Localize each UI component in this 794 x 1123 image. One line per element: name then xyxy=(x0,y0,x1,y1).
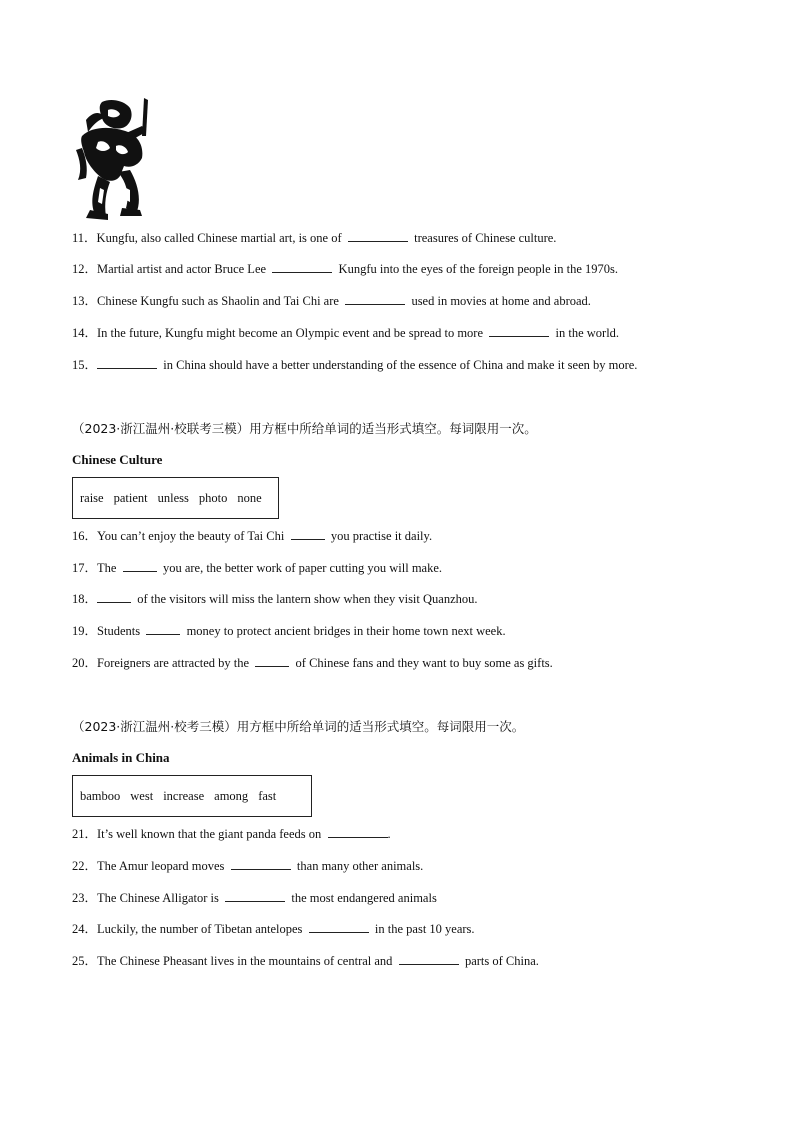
question-number: 21． xyxy=(72,827,98,841)
word-bank-item: fast xyxy=(258,788,277,803)
question-number: 18． xyxy=(72,592,98,606)
question-text-before: It’s well known that the giant panda feeds on xyxy=(97,827,322,841)
question-text-after: in China should have a better understanding of the essence of China and make it seen by more. xyxy=(163,358,638,372)
question-text-before: Students xyxy=(97,624,141,638)
answer-blank[interactable] xyxy=(146,623,180,635)
question-number: 19． xyxy=(72,624,98,638)
question-number: 14． xyxy=(72,326,98,340)
question-number: 13． xyxy=(72,294,98,308)
answer-blank[interactable] xyxy=(255,655,289,667)
kungfu-fighter-illustration xyxy=(72,96,156,222)
question-number: 16． xyxy=(72,529,98,543)
question-text-after: money to protect ancient bridges in their home town next week. xyxy=(186,624,506,638)
question-number: 24． xyxy=(72,922,98,936)
question-text-before: The xyxy=(97,561,117,575)
question-text-before: Kungfu, also called Chinese martial art, is one of xyxy=(96,231,342,245)
question-text-before: Chinese Kungfu such as Shaolin and Tai Chi are xyxy=(97,294,339,308)
question-text-after: . xyxy=(387,827,391,841)
question-12 xyxy=(72,261,618,277)
answer-blank[interactable] xyxy=(328,826,388,838)
answer-blank[interactable] xyxy=(97,357,157,369)
question-text-after: in the world. xyxy=(555,326,620,340)
question-text-after: you are, the better work of paper cutting you will make. xyxy=(162,561,443,575)
question-number: 20． xyxy=(72,656,98,670)
question-text-before: You can’t enjoy the beauty of Tai Chi xyxy=(97,529,285,543)
question-16 xyxy=(72,528,432,544)
question-number: 12． xyxy=(72,262,98,276)
section-instruction: （2023·浙江温州·校联考三模）用方框中所给单词的适当形式填空。每词限用一次。 xyxy=(72,421,537,436)
question-text-after: in the past 10 years. xyxy=(374,922,475,936)
word-bank-item: none xyxy=(237,490,262,505)
word-bank-item: among xyxy=(214,788,249,803)
question-text-after: than many other animals. xyxy=(296,859,424,873)
question-19 xyxy=(72,623,506,639)
answer-blank[interactable] xyxy=(489,325,549,337)
question-text-before: Foreigners are attracted by the xyxy=(97,656,250,670)
section-instruction: （2023·浙江温州·校考三模）用方框中所给单词的适当形式填空。每词限用一次。 xyxy=(72,719,525,734)
question-text-before: The Chinese Pheasant lives in the mountains of central and xyxy=(97,954,393,968)
word-bank-box xyxy=(72,775,312,817)
question-text-after: Kungfu into the eyes of the foreign people in the 1970s. xyxy=(338,262,618,276)
answer-blank[interactable] xyxy=(225,890,285,902)
word-bank-item: bamboo xyxy=(80,788,121,803)
question-24 xyxy=(72,921,475,937)
answer-blank[interactable] xyxy=(309,921,369,933)
answer-blank[interactable] xyxy=(345,293,405,305)
section-title: Chinese Culture xyxy=(72,452,163,467)
question-22 xyxy=(72,858,423,874)
word-bank-box xyxy=(72,477,279,519)
question-text-before: The Chinese Alligator is xyxy=(97,891,219,905)
question-text-after: of the visitors will miss the lantern show when they visit Quanzhou. xyxy=(137,592,478,606)
question-text-after: used in movies at home and abroad. xyxy=(411,294,591,308)
answer-blank[interactable] xyxy=(231,858,291,870)
question-text-after: treasures of Chinese culture. xyxy=(414,231,557,245)
answer-blank[interactable] xyxy=(123,560,157,572)
question-20 xyxy=(72,655,553,671)
question-text-after: parts of China. xyxy=(464,954,539,968)
question-number: 22． xyxy=(72,859,98,873)
question-number: 17． xyxy=(72,561,98,575)
question-number: 23． xyxy=(72,891,98,905)
answer-blank[interactable] xyxy=(97,591,131,603)
word-bank-item: raise xyxy=(80,490,104,505)
answer-blank[interactable] xyxy=(399,953,459,965)
answer-blank[interactable] xyxy=(272,261,332,273)
question-21 xyxy=(72,826,391,842)
question-17 xyxy=(72,560,442,576)
answer-blank[interactable] xyxy=(291,528,325,540)
question-13 xyxy=(72,293,591,309)
question-text-before: The Amur leopard moves xyxy=(97,859,225,873)
question-text-before: Martial artist and actor Bruce Lee xyxy=(97,262,267,276)
question-18 xyxy=(72,591,478,607)
question-number: 11． xyxy=(72,231,97,245)
question-text-before: In the future, Kungfu might become an Olympic event and be spread to more xyxy=(97,326,484,340)
question-text-before: Luckily, the number of Tibetan antelopes xyxy=(97,922,303,936)
question-14 xyxy=(72,325,619,341)
word-bank-item: increase xyxy=(163,788,205,803)
word-bank-item: west xyxy=(130,788,154,803)
question-11 xyxy=(72,230,556,246)
question-number: 15． xyxy=(72,358,98,372)
section-title: Animals in China xyxy=(72,750,170,765)
question-15 xyxy=(72,357,637,373)
question-text-after: you practise it daily. xyxy=(330,529,433,543)
word-bank-item: patient xyxy=(113,490,148,505)
word-bank-item: photo xyxy=(198,490,228,505)
question-25 xyxy=(72,953,539,969)
question-number: 25． xyxy=(72,954,98,968)
question-text-after: of Chinese fans and they want to buy some as gifts. xyxy=(295,656,553,670)
question-23 xyxy=(72,890,437,906)
answer-blank[interactable] xyxy=(348,230,408,242)
word-bank-item: unless xyxy=(157,490,189,505)
question-text-after: the most endangered animals xyxy=(291,891,437,905)
